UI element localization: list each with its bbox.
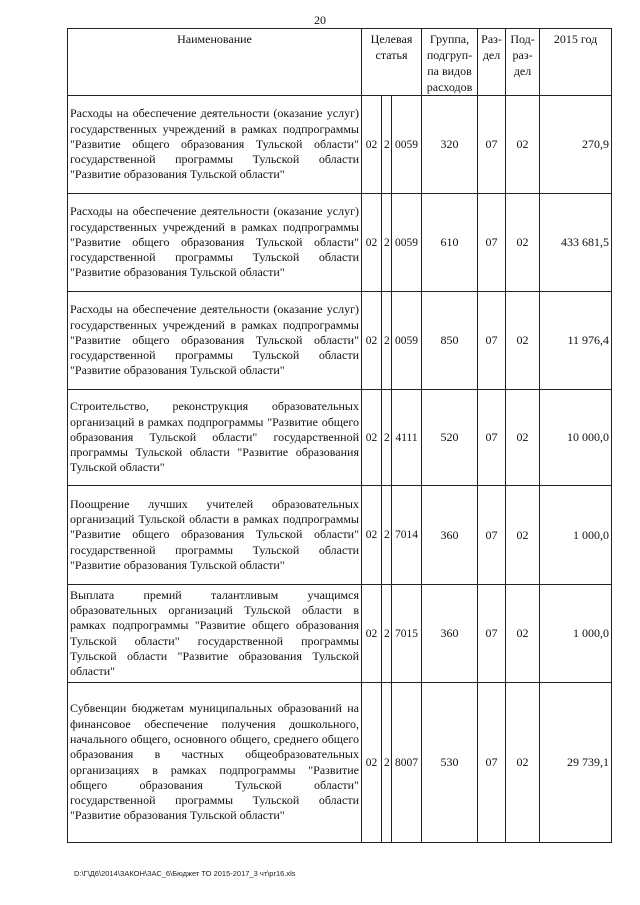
row-amount: 29 739,1 xyxy=(540,683,612,843)
row-name: Строительство, реконструкция образовательных организаций в рамках подпрограммы "Развитие общего образования Тульской области" государственной программы Тульской области "Развитие образования Тульской области" xyxy=(68,390,362,486)
row-code-subprogram: 2 xyxy=(382,585,392,683)
row-expense-group: 360 xyxy=(422,486,478,585)
table-row xyxy=(68,96,612,194)
header-target-article: Целевая статья xyxy=(362,29,422,96)
row-code-program: 02 xyxy=(362,194,382,292)
row-section: 07 xyxy=(478,585,506,683)
row-code-program: 02 xyxy=(362,390,382,486)
row-expense-group: 360 xyxy=(422,585,478,683)
row-code-subprogram: 2 xyxy=(382,486,392,585)
row-code-program: 02 xyxy=(362,292,382,390)
table-row xyxy=(68,390,612,486)
row-code-subprogram: 2 xyxy=(382,390,392,486)
row-code-subprogram: 2 xyxy=(382,683,392,843)
row-subsection: 02 xyxy=(506,390,540,486)
header-expense-group: Группа, подгруп-па видов расходов xyxy=(422,29,478,96)
row-name: Расходы на обеспечение деятельности (оказание услуг) государственных учреждений в рамках подпрограммы "Развитие общего образования Тульской области" государственной программы Тульской области "Развитие образования Тульской области" xyxy=(68,292,362,390)
file-path-footer: D:\Г\Д6\2014\ЗАКОН\ЗАС_6\Бюджет ТО 2015-2017_3 чт\pr16.xls xyxy=(74,869,296,878)
row-amount: 433 681,5 xyxy=(540,194,612,292)
row-code-direction: 7014 xyxy=(392,486,422,585)
row-subsection: 02 xyxy=(506,486,540,585)
page-number: 20 xyxy=(314,13,326,27)
table-header-row xyxy=(68,29,612,96)
row-subsection: 02 xyxy=(506,96,540,194)
row-code-program: 02 xyxy=(362,683,382,843)
row-code-direction: 0059 xyxy=(392,96,422,194)
row-section: 07 xyxy=(478,96,506,194)
row-code-direction: 4111 xyxy=(392,390,422,486)
row-code-subprogram: 2 xyxy=(382,96,392,194)
header-name: Наименование xyxy=(68,29,362,96)
row-code-direction: 8007 xyxy=(392,683,422,843)
table-row xyxy=(68,194,612,292)
row-name: Расходы на обеспечение деятельности (оказание услуг) государственных учреждений в рамках подпрограммы "Развитие общего образования Тульской области" государственной программы Тульской области "Развитие образования Тульской области" xyxy=(68,96,362,194)
row-section: 07 xyxy=(478,683,506,843)
row-code-program: 02 xyxy=(362,585,382,683)
row-name: Поощрение лучших учителей образовательных организаций Тульской области в рамках подпрограммы "Развитие общего образования Тульской области" государственной программы Тульской области "Развитие образования Тульской области" xyxy=(68,486,362,585)
row-name: Выплата премий талантливым учащимся образовательных организаций Тульской области в рамках подпрограммы "Развитие общего образования Тульской области" государственной программы Тульской области "Развитие образования Тульской области" xyxy=(68,585,362,683)
row-code-direction: 7015 xyxy=(392,585,422,683)
header-subsection: Под-раз-дел xyxy=(506,29,540,96)
row-expense-group: 530 xyxy=(422,683,478,843)
row-name: Расходы на обеспечение деятельности (оказание услуг) государственных учреждений в рамках подпрограммы "Развитие общего образования Тульской области" государственной программы Тульской области "Развитие образования Тульской области" xyxy=(68,194,362,292)
row-expense-group: 320 xyxy=(422,96,478,194)
row-code-direction: 0059 xyxy=(392,194,422,292)
header-section: Раз-дел xyxy=(478,29,506,96)
row-subsection: 02 xyxy=(506,585,540,683)
row-section: 07 xyxy=(478,292,506,390)
row-subsection: 02 xyxy=(506,194,540,292)
header-year: 2015 год xyxy=(540,29,612,96)
row-amount: 1 000,0 xyxy=(540,486,612,585)
row-amount: 270,9 xyxy=(540,96,612,194)
table-row xyxy=(68,486,612,585)
row-amount: 11 976,4 xyxy=(540,292,612,390)
row-code-program: 02 xyxy=(362,486,382,585)
row-expense-group: 850 xyxy=(422,292,478,390)
table-row xyxy=(68,585,612,683)
row-subsection: 02 xyxy=(506,683,540,843)
row-section: 07 xyxy=(478,486,506,585)
row-amount: 1 000,0 xyxy=(540,585,612,683)
row-expense-group: 610 xyxy=(422,194,478,292)
table-row xyxy=(68,292,612,390)
row-section: 07 xyxy=(478,390,506,486)
table-row xyxy=(68,683,612,843)
row-section: 07 xyxy=(478,194,506,292)
row-amount: 10 000,0 xyxy=(540,390,612,486)
budget-table xyxy=(67,28,612,843)
row-expense-group: 520 xyxy=(422,390,478,486)
row-subsection: 02 xyxy=(506,292,540,390)
row-code-program: 02 xyxy=(362,96,382,194)
row-code-subprogram: 2 xyxy=(382,292,392,390)
row-code-direction: 0059 xyxy=(392,292,422,390)
row-name: Субвенции бюджетам муниципальных образований на финансовое обеспечение получения дошкольного, начального общего, основного общего, среднего общего образования в частных общеобразовательных организациях в рамках подпрограммы "Развитие общего образования Тульской области" государственной программы Тульской области "Развитие образования Тульской области" xyxy=(68,683,362,843)
row-code-subprogram: 2 xyxy=(382,194,392,292)
